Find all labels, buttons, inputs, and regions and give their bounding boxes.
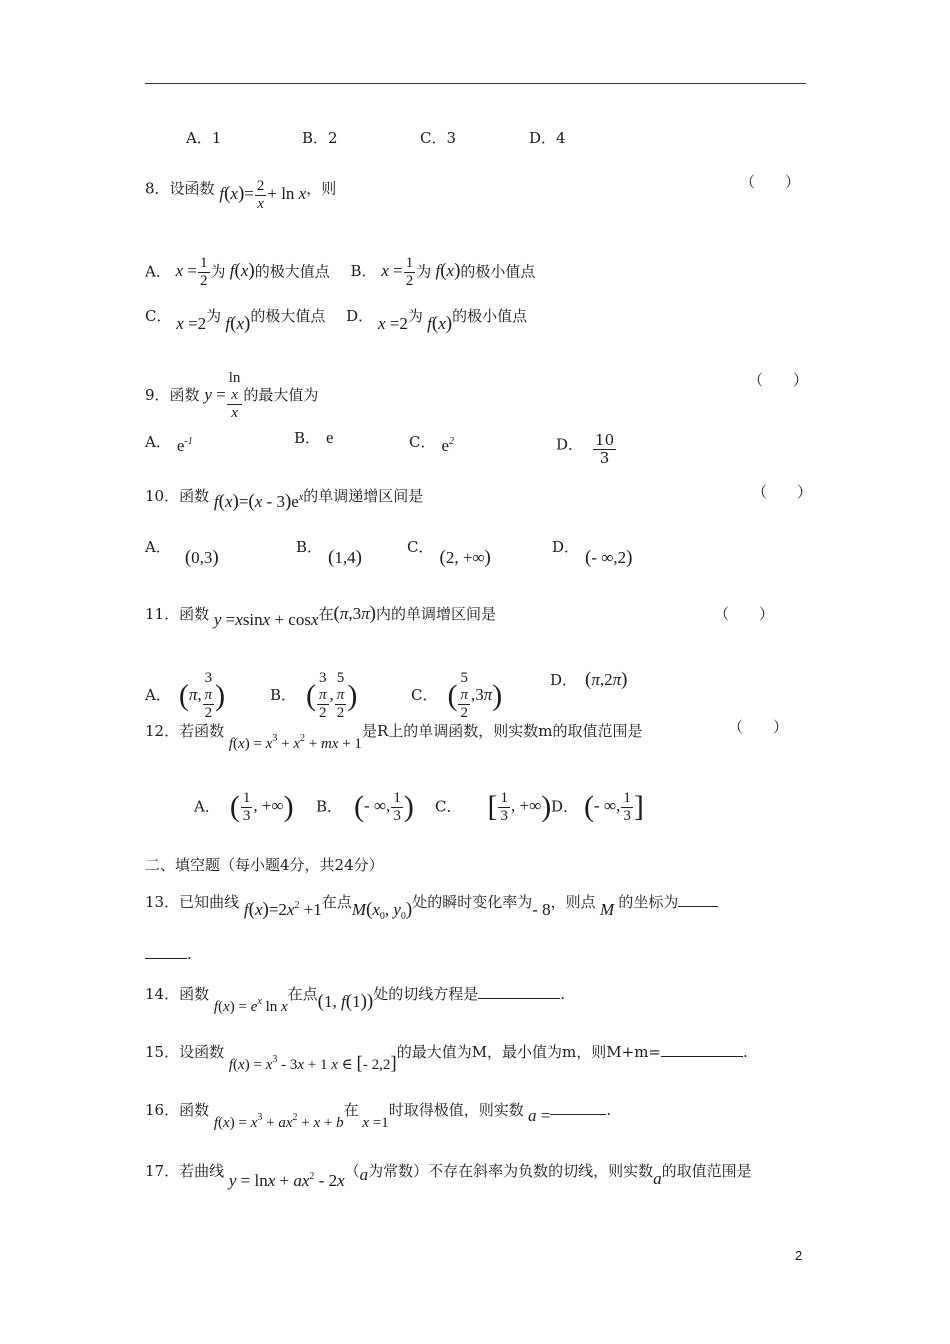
q16-stem: 16．函数 $f(x) = x^3 + ax^2 + x + b$在 x =1时取得极值，则实数 a = . [145,1101,612,1131]
q12-option-d: D． (- ∞, $\frac{1}{3}$ ] [551,790,644,824]
section-2-heading: 二、填空题（每小题4分，共24分） [145,856,384,874]
q10-option-c: C． (2, +∞) [407,538,491,568]
q13-answer-blank-cont[interactable] [145,944,187,959]
q10-option-d: D． (- ∞,2) [552,538,633,568]
page-number: 2 [795,1248,803,1263]
q11-stem: 11．函数 y =xsinx + cosx在(π,3π)内的单调增区间是 [145,603,496,629]
q8-stem [145,172,337,212]
q10-option-b: B． (1,4) [296,538,362,568]
q17-stem: 17．若曲线 $y = \ln x + ax^2 - 2x(a$为常数）不存在斜率为负数的切线，则实数a的取值范围是 [145,1162,752,1190]
q9-stem: 9．函数 y = ln x x 的最大值为 [145,370,319,421]
q11-option-a: A． (π, 3 π 2 ) [145,670,226,721]
q12-stem: 12．若函数 $f(x) = x^3 + x^2$ + mx + 1是R上的单调函数，则实数m的取值范围是 [145,722,643,752]
q11-option-c: C． ( 5 π 2 ,3π) [411,670,503,721]
q14-stem: 14．函数 $f(x) = e^x$ ln x在点(1, f(1))处的切线方程是 . [145,985,566,1015]
q12-option-c: C． [ $\frac{1}{3}$ , +∞) [435,790,552,824]
q12-option-a: A． ( $\frac{1}{3}$ , +∞) [194,790,294,824]
q7-option-d: D．4 [529,129,566,147]
q8-label: 8．设函数 [145,179,215,198]
q8-option-a: A． x = $\frac{1}{2}$ 为 f(x)的极大值点 B． x = $\frac{1}{2}$ 为 f(x)的极小值点 [145,255,536,289]
q12-paren: （ ） [728,718,789,736]
q12-option-b: B． (- ∞, $\frac{1}{3}$ ) [316,790,414,824]
q9-option-d: D． $\frac{10}{3}$ [556,431,615,467]
q9-option-c: C． $e^2$ [409,433,455,455]
q8-tail: ，则 [306,179,337,198]
header-rule [145,83,806,84]
q16-answer-blank[interactable] [550,1100,606,1115]
q10-option-a: A． (0,3) [145,538,219,568]
q7-option-b: B．2 [302,129,338,147]
q14-answer-blank[interactable] [478,984,560,999]
q11-option-d: D． (π,2π) [550,669,628,690]
q9-option-a: A． $e^{-1}$ [145,433,193,455]
q8-option-c: C． x =2为 f(x)的极大值点 D． x =2为 f(x)的极小值点 [145,307,528,334]
q10-paren: （ ） [752,483,813,501]
q13-answer-blank[interactable] [678,892,718,907]
q8-paren: （ ） [740,173,801,191]
q10-stem: 10．函数 $f(x)=(x - 3)e^x$的单调递增区间是 [145,487,424,512]
q11-option-b: B． ( 3 π 2 , 5 π 2 ) [270,670,358,721]
q11-paren: （ ） [714,605,775,623]
q15-stem: 15．设函数 $f(x) = x^3 - 3x + 1$ x ∈ [- 2,2]的最大值为M，最小值为m，则M+m= . [145,1043,748,1074]
q13-continuation: . [145,944,192,964]
q7-option-c: C．3 [420,129,457,147]
q15-answer-blank[interactable] [661,1042,743,1057]
q9-paren: （ ） [748,371,809,389]
q7-option-a: A．1 [186,129,222,147]
q13-stem: 13．已知曲线 $f(x)=2x^2 +1$在点$M(x_0$, $y_0$)处的瞬时变化率为- 8，则点 M 的坐标为 [145,888,718,919]
q8-formula: f(x)= $\frac{2}{x}$ + ln x [219,178,307,212]
q9-option-b: B． e [294,428,334,447]
